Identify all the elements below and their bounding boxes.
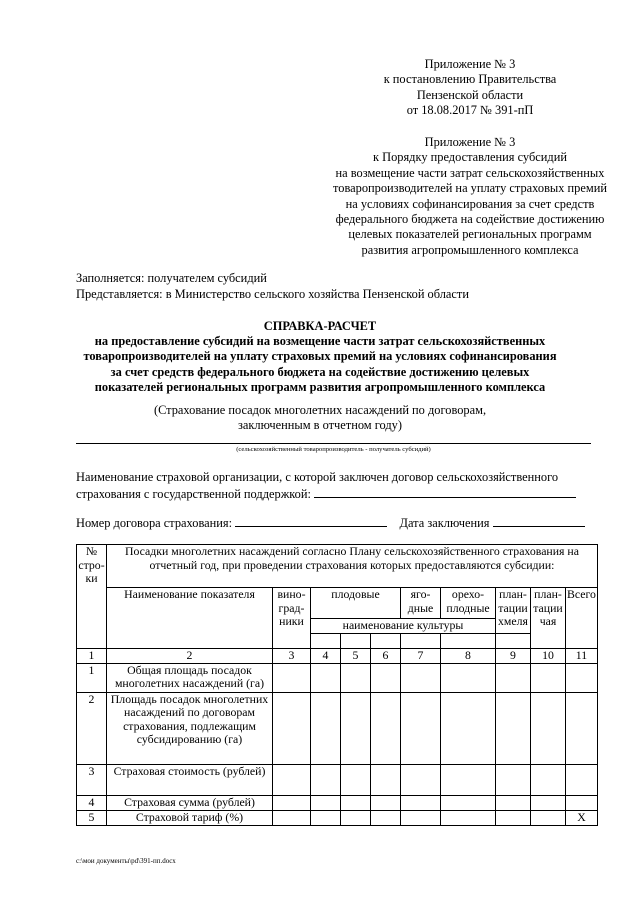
value-cell[interactable]	[371, 663, 401, 692]
contract-number-label: Номер договора страхования:	[76, 516, 233, 530]
value-cell[interactable]	[311, 692, 341, 764]
value-cell[interactable]	[401, 663, 441, 692]
value-cell[interactable]	[496, 764, 531, 795]
document-title	[70, 319, 570, 395]
title-line: товаропроизводителей на уплату страховых премий на условиях софинансирования	[83, 349, 557, 364]
value-cell[interactable]	[311, 795, 341, 810]
document-subtitle	[70, 403, 570, 434]
column-number: 10	[531, 649, 566, 664]
crop-cell[interactable]	[496, 634, 531, 649]
value-cell[interactable]	[531, 810, 566, 825]
value-cell[interactable]	[273, 663, 311, 692]
total-cell[interactable]	[566, 663, 598, 692]
column-number: 5	[341, 649, 371, 664]
value-cell[interactable]	[311, 663, 341, 692]
value-cell[interactable]	[496, 692, 531, 764]
value-cell[interactable]	[441, 795, 496, 810]
value-cell[interactable]	[531, 692, 566, 764]
value-cell[interactable]	[371, 692, 401, 764]
crop-cell[interactable]	[401, 634, 441, 649]
row-label: Страховой тариф (%)	[107, 810, 273, 825]
crop-cell[interactable]	[311, 634, 341, 649]
filled-by-text: Заполняется: получателем субсидий	[76, 271, 267, 285]
table-row	[77, 810, 598, 825]
row-label: Страховая стоимость (рублей)	[107, 764, 273, 795]
value-cell[interactable]	[496, 810, 531, 825]
column-number: 9	[496, 649, 531, 664]
value-cell[interactable]	[341, 810, 371, 825]
value-cell[interactable]	[531, 795, 566, 810]
row-label: Площадь посадок многолетних насаждений по договорам страхования, подлежащим субсидированию (га)	[107, 692, 273, 764]
value-cell[interactable]	[341, 663, 371, 692]
row-number-header: № стро-ки	[77, 545, 107, 649]
column-number: 6	[371, 649, 401, 664]
value-cell[interactable]	[273, 810, 311, 825]
row-label: Страховая сумма (рублей)	[107, 795, 273, 810]
indicator-header: Наименование показателя	[107, 588, 273, 649]
contract-number-input-line[interactable]	[235, 515, 387, 527]
column-number: 3	[273, 649, 311, 664]
appendix-1-line: к постановлению Правительства	[383, 72, 557, 87]
total-cell[interactable]	[566, 795, 598, 810]
value-cell[interactable]	[273, 795, 311, 810]
grapes-header: вино-град-ники	[273, 588, 311, 649]
row-number: 2	[77, 692, 107, 764]
value-cell[interactable]	[371, 810, 401, 825]
crop-cell[interactable]	[371, 634, 401, 649]
column-number: 4	[311, 649, 341, 664]
row-number: 4	[77, 795, 107, 810]
appendix-1-line: Пензенской области	[416, 87, 524, 102]
value-cell[interactable]	[401, 764, 441, 795]
value-cell[interactable]	[311, 764, 341, 795]
value-cell[interactable]	[311, 810, 341, 825]
value-cell[interactable]	[531, 663, 566, 692]
row-label: Общая площадь посадок многолетних насаждений (га)	[107, 663, 273, 692]
fruit-header: плодовые	[311, 588, 401, 619]
value-cell[interactable]	[401, 795, 441, 810]
value-cell[interactable]	[273, 764, 311, 795]
table-row	[77, 692, 598, 764]
column-number: 2	[107, 649, 273, 664]
title-line: на предоставление субсидий на возмещение части затрат сельскохозяйственных	[94, 334, 546, 349]
appendix-2-line: товаропроизводителей на уплату страховых премий	[333, 181, 607, 196]
row-number: 5	[77, 810, 107, 825]
contract-field	[76, 515, 585, 531]
hops-header: план-тации хмеля	[496, 588, 531, 634]
value-cell[interactable]	[441, 764, 496, 795]
subsidy-table	[76, 544, 598, 826]
value-cell[interactable]	[496, 663, 531, 692]
value-cell[interactable]	[401, 692, 441, 764]
value-cell[interactable]	[341, 692, 371, 764]
berry-header: яго-дные	[401, 588, 441, 619]
value-cell[interactable]	[341, 764, 371, 795]
total-cell[interactable]: X	[566, 810, 598, 825]
value-cell[interactable]	[441, 663, 496, 692]
row-number: 1	[77, 663, 107, 692]
contract-date-input-line[interactable]	[493, 515, 585, 527]
appendix-2-line: Приложение № 3	[424, 135, 516, 149]
appendix-2-line: федерального бюджета на содействие достижению	[335, 212, 605, 227]
column-number: 7	[401, 649, 441, 664]
tea-header: план-тации чая	[531, 588, 566, 649]
title-heading: СПРАВКА-РАСЧЕТ	[263, 319, 377, 333]
recipient-field-line[interactable]	[76, 443, 591, 444]
appendix-2-line: развития агропромышленного комплекса	[361, 242, 579, 257]
presented-to-text: Представляется: в Министерство сельского хозяйства Пензенской области	[76, 287, 469, 301]
insurer-input-line[interactable]	[314, 486, 576, 498]
appendix-2-line: на возмещение части затрат сельскохозяйственных	[335, 165, 605, 180]
crop-name-header: наименование культуры	[311, 619, 496, 634]
appendix-2-line: к Порядку предоставления субсидий	[373, 150, 567, 165]
row-number: 3	[77, 764, 107, 795]
table-row	[77, 663, 598, 692]
value-cell[interactable]	[401, 810, 441, 825]
column-number: 8	[441, 649, 496, 664]
value-cell[interactable]	[441, 810, 496, 825]
appendix-2-block	[320, 135, 620, 258]
planting-group-header: Посадки многолетних насаждений согласно Плану сельскохозяйственного страхования на отчетный год, при проведении страхования которых предоставляются субсидии:	[107, 545, 598, 588]
appendix-2-line: на условиях софинансирования за счет средств	[345, 196, 595, 211]
title-line: показателей региональных программ развития агропромышленного комплекса	[94, 379, 546, 394]
crop-cell[interactable]	[341, 634, 371, 649]
value-cell[interactable]	[371, 764, 401, 795]
crop-cell[interactable]	[441, 634, 496, 649]
subtitle-line: заключенным в отчетном году)	[238, 418, 402, 433]
total-header: Всего	[566, 588, 598, 649]
file-path-footer: c:\мои документы\pd\391-пп.docx	[76, 857, 176, 865]
appendix-1-block	[320, 57, 620, 119]
recipient-hint: (сельскохозяйственный товаропроизводитель - получатель субсидий)	[236, 446, 431, 453]
column-number: 1	[77, 649, 107, 664]
subtitle-line: (Страхование посадок многолетних насаждений по договорам,	[153, 403, 487, 417]
title-line: за счет средств федерального бюджета на содействие достижению целевых	[110, 364, 530, 379]
value-cell[interactable]	[341, 795, 371, 810]
total-cell[interactable]	[566, 692, 598, 764]
contract-date-label: Дата заключения	[399, 516, 490, 530]
appendix-2-line: целевых показателей региональных программ	[348, 227, 592, 242]
appendix-1-line: Приложение № 3	[424, 57, 516, 71]
table-row	[77, 764, 598, 795]
table-row	[77, 795, 598, 810]
insurer-label: Наименование страховой организации, с которой заключен договор сельскохозяйственного страхования с государственной поддержкой:	[76, 470, 559, 501]
insurer-field	[76, 469, 596, 502]
appendix-1-line: от 18.08.2017 № 391-пП	[406, 103, 534, 118]
nut-header: орехо-плодные	[441, 588, 496, 619]
column-number: 11	[566, 649, 598, 664]
total-cell[interactable]	[566, 764, 598, 795]
value-cell[interactable]	[441, 692, 496, 764]
value-cell[interactable]	[371, 795, 401, 810]
value-cell[interactable]	[531, 764, 566, 795]
value-cell[interactable]	[496, 795, 531, 810]
value-cell[interactable]	[273, 692, 311, 764]
